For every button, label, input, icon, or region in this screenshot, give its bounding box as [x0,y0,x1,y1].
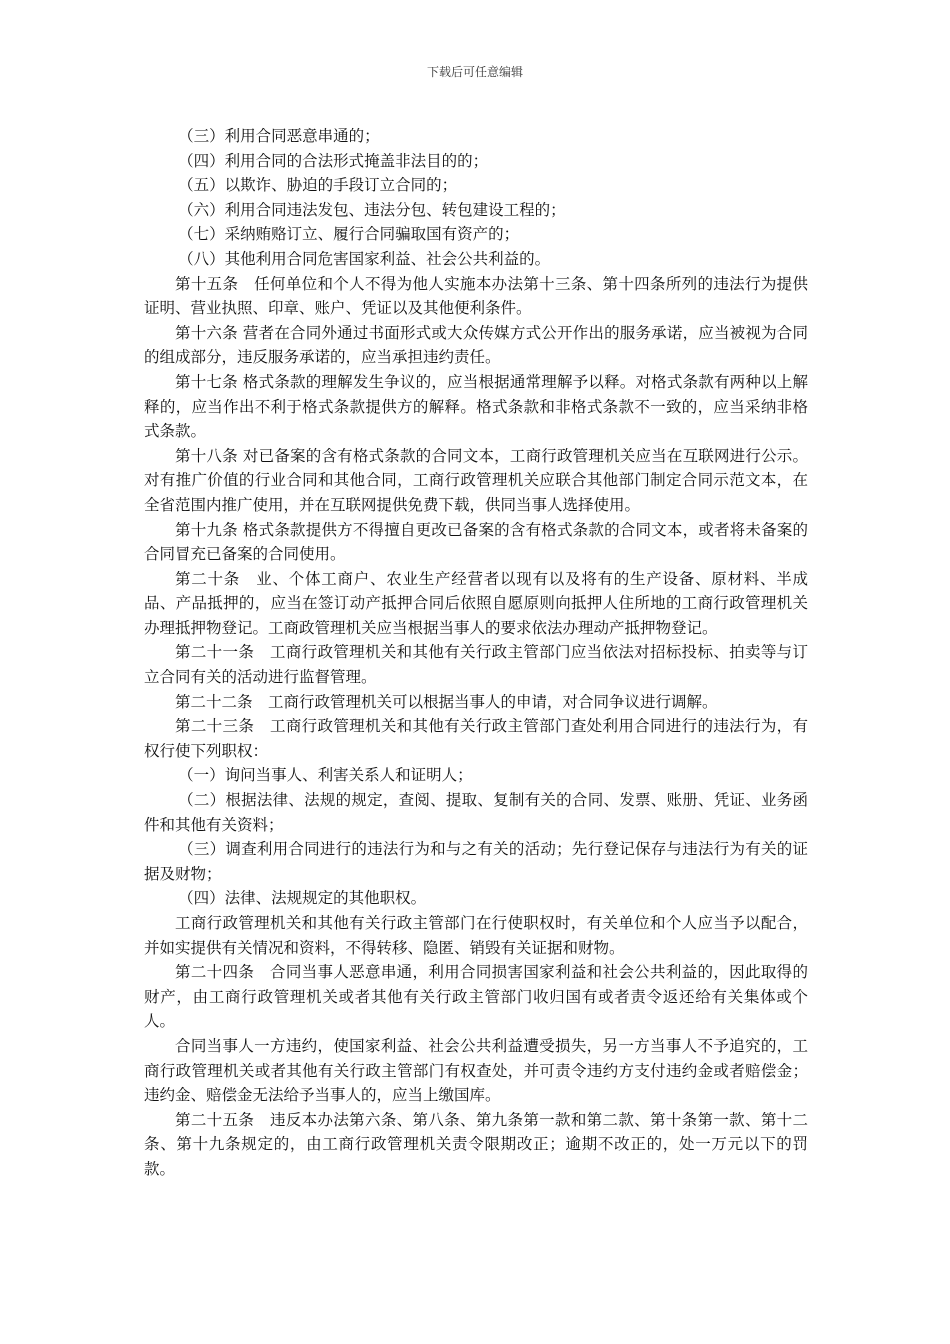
article-paragraph: 合同当事人一方违约，使国家利益、社会公共利益遭受损失，另一方当事人不予追究的，工商行政管理机关或者其他有关行政主管部门有权查处，并可责令违约方支付违约金或者赔偿金；违约金、赔偿金无法给予当事人的，应当上缴国库。 [144,1036,808,1105]
article-paragraph: 第十九条 格式条款提供方不得擅自更改已备案的含有格式条款的合同文本，或者将未备案的合同冒充已备案的合同使用。 [144,520,808,564]
list-item: （一）询问当事人、利害关系人和证明人； [178,766,473,785]
list-item: （三）利用合同恶意串通的； [178,127,380,145]
article-paragraph: 第二十一条 工商行政管理机关和其他有关行政主管部门应当依法对招标投标、拍卖等与订立合同有关的活动进行监督管理。 [144,643,808,687]
article-paragraph: 第十七条 格式条款的理解发生争议的，应当根据通常理解予以释。对格式条款有两种以上解释的，应当作出不利于格式条款提供方的解释。格式条款和非格式条款不一致的，应当采纳非格式条款。 [144,372,808,441]
list-item: （八）其他利用合同危害国家利益、社会公共利益的。 [178,249,551,268]
list-item: （六）利用合同违法发包、违法分包、转包建设工程的； [178,200,566,219]
list-item: （五）以欺诈、胁迫的手段订立合同的； [178,176,458,195]
article-paragraph: 第十八条 对已备案的含有格式条款的合同文本，工商行政管理机关应当在互联网进行公示。对有推广价值的行业合同和其他合同，工商行政管理机关应联合其他部门制定合同示范文本，在全省范围内推广使用，并在互联网提供免费下载，供同当事人选择使用。 [144,446,808,514]
article-paragraph: 第二十四条 合同当事人恶意串通，利用合同损害国家利益和社会公共利益的，因此取得的财产，由工商行政管理机关或者其他有关行政主管部门收归国有或者责令返还给有关集体或个人。 [144,963,808,1031]
article-paragraph: 工商行政管理机关和其他有关行政主管部门在行使职权时，有关单位和个人应当予以配合，并如实提供有关情况和资料，不得转移、隐匿、销毁有关证据和财物。 [144,914,808,957]
article-paragraph: 第二十三条 工商行政管理机关和其他有关行政主管部门查处利用合同进行的违法行为，有权行使下列职权： [144,717,808,760]
article-paragraph: 第二十五条 违反本办法第六条、第八条、第九条第一款和第二款、第十条第一款、第十二条、第十九条规定的，由工商行政管理机关责令限期改正；逾期不改正的，处一万元以下的罚款。 [144,1110,808,1178]
list-item: （七）采纳贿赂订立、履行合同骗取国有资产的； [178,225,520,244]
list-item: （三）调查利用合同进行的违法行为和与之有关的活动；先行登记保存与违法行为有关的证据及财物； [144,840,808,883]
page-header: 下载后可任意编辑 [426,65,523,79]
list-item: （四）利用合同的合法形式掩盖非法目的的； [178,151,489,170]
article-paragraph: 第十六条 营者在合同外通过书面形式或大众传媒方式公开作出的服务承诺，应当被视为合同的组成部分，违反服务承诺的，应当承担违约责任。 [144,323,808,367]
article-paragraph: 第十五条 任何单位和个人不得为他人实施本办法第十三条、第十四条所列的违法行为提供证明、营业执照、印章、账户、凭证以及其他便利条件。 [144,274,808,318]
list-item: （二）根据法律、法规的规定，查阅、提取、复制有关的合同、发票、账册、凭证、业务函件和其他有关资料； [144,791,808,834]
list-item: （四）法律、法规规定的其他职权。 [178,889,427,908]
article-paragraph: 第二十条 业、个体工商户、农业生产经营者以现有以及将有的生产设备、原材料、半成品、产品抵押的，应当在签订动产抵押合同后依照自愿原则向抵押人住所地的工商行政管理机关办理抵押物登记。工商政管理机关应当根据当事人的要求依法办理动产抵押物登记。 [144,569,808,637]
article-paragraph: 第二十二条 工商行政管理机关可以根据当事人的申请，对合同争议进行调解。 [175,692,718,711]
document-body [144,124,808,1182]
